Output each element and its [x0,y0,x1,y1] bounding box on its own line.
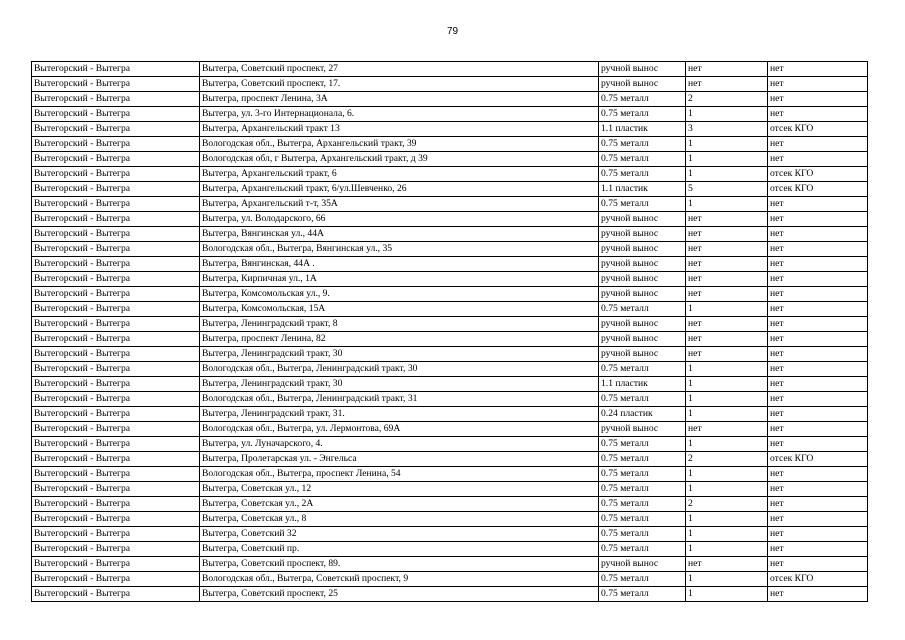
bulky-waste-cell: нет [768,362,868,377]
district-cell: Вытегорский - Вытегра [32,227,200,242]
district-cell: Вытегорский - Вытегра [32,467,200,482]
container-type-cell: ручной вынос [599,422,686,437]
bulky-waste-cell: нет [768,62,868,77]
address-cell: Вологодская обл., Вытегра, Архангельский тракт, 39 [200,137,599,152]
bulky-waste-cell: нет [768,197,868,212]
district-cell: Вытегорский - Вытегра [32,347,200,362]
container-type-cell: 1.1 пластик [599,377,686,392]
address-cell: Вытегра, Комсомольская ул., 9. [200,287,599,302]
address-cell: Вытегра, проспект Ленина, 82 [200,332,599,347]
container-type-cell: 1.1 пластик [599,182,686,197]
container-count-cell: 1 [686,197,768,212]
district-cell: Вытегорский - Вытегра [32,272,200,287]
table-row [32,482,868,497]
bulky-waste-cell: нет [768,302,868,317]
container-count-cell: 1 [686,482,768,497]
address-cell: Вытегра, Архангельский тракт, 6/ул.Шевченко, 26 [200,182,599,197]
container-type-cell: ручной вынос [599,317,686,332]
district-cell: Вытегорский - Вытегра [32,407,200,422]
bulky-waste-cell: нет [768,137,868,152]
table-row [32,257,868,272]
page-number: 79 [446,26,459,37]
table-row [32,572,868,587]
table-row [32,362,868,377]
container-count-cell: 1 [686,407,768,422]
district-cell: Вытегорский - Вытегра [32,182,200,197]
district-cell: Вытегорский - Вытегра [32,482,200,497]
table-row [32,377,868,392]
district-cell: Вытегорский - Вытегра [32,587,200,602]
container-count-cell: нет [686,287,768,302]
table-row [32,332,868,347]
container-type-cell: ручной вынос [599,287,686,302]
district-cell: Вытегорский - Вытегра [32,452,200,467]
container-type-cell: 0.75 металл [599,542,686,557]
container-count-cell: 1 [686,302,768,317]
container-count-cell: 1 [686,137,768,152]
address-cell: Вытегра, проспект Ленина, 3А [200,92,599,107]
container-count-cell: нет [686,227,768,242]
container-count-cell: нет [686,317,768,332]
container-type-cell: ручной вынос [599,332,686,347]
address-cell: Вытегра, Комсомольская, 15А [200,302,599,317]
district-cell: Вытегорский - Вытегра [32,392,200,407]
address-cell: Вытегра, Советский проспект, 27 [200,62,599,77]
district-cell: Вытегорский - Вытегра [32,92,200,107]
bulky-waste-cell: отсек КГО [768,452,868,467]
table-row [32,92,868,107]
address-cell: Вытегра, Архангельский тракт 13 [200,122,599,137]
table-row [32,227,868,242]
container-type-cell: ручной вынос [599,227,686,242]
bulky-waste-cell: нет [768,482,868,497]
address-cell: Вытегра, Советский пр. [200,542,599,557]
container-count-cell: 1 [686,527,768,542]
district-cell: Вытегорский - Вытегра [32,572,200,587]
address-cell: Вытегра, Советская ул., 2А [200,497,599,512]
bulky-waste-cell: нет [768,542,868,557]
address-cell: Вытегра, Советский проспект, 25 [200,587,599,602]
table-row [32,287,868,302]
table-row [32,167,868,182]
bulky-waste-cell: нет [768,512,868,527]
table-row [32,107,868,122]
bulky-waste-cell: отсек КГО [768,182,868,197]
table-row [32,512,868,527]
address-cell: Вытегра, ул. Луначарского, 4. [200,437,599,452]
bulky-waste-cell: нет [768,437,868,452]
table-row [32,212,868,227]
container-type-cell: 0.75 металл [599,512,686,527]
address-cell: Вологодская обл., Вытегра, Ленинградский тракт, 31 [200,392,599,407]
district-cell: Вытегорский - Вытегра [32,332,200,347]
district-cell: Вытегорский - Вытегра [32,242,200,257]
table-row [32,242,868,257]
table-row [32,122,868,137]
container-type-cell: 0.24 пластик [599,407,686,422]
district-cell: Вытегорский - Вытегра [32,167,200,182]
address-cell: Вытегра, Ленинградский тракт, 31. [200,407,599,422]
address-cell: Вытегра, Вянгинская ул., 44А [200,227,599,242]
district-cell: Вытегорский - Вытегра [32,137,200,152]
container-count-cell: нет [686,272,768,287]
bulky-waste-cell: нет [768,332,868,347]
container-type-cell: 0.75 металл [599,497,686,512]
bulky-waste-cell: нет [768,272,868,287]
table-row [32,467,868,482]
address-cell: Вытегра, ул. 3-го Интернационала, 6. [200,107,599,122]
district-cell: Вытегорский - Вытегра [32,317,200,332]
address-cell: Вытегра, Вянгинская, 44А . [200,257,599,272]
container-count-cell: нет [686,422,768,437]
bulky-waste-cell: нет [768,257,868,272]
address-cell: Вытегра, Архангельский тракт, 6 [200,167,599,182]
container-type-cell: 0.75 металл [599,587,686,602]
district-cell: Вытегорский - Вытегра [32,527,200,542]
container-type-cell: 0.75 металл [599,527,686,542]
container-type-cell: 0.75 металл [599,392,686,407]
address-cell: Вытегра, Советский 32 [200,527,599,542]
container-count-cell: 5 [686,182,768,197]
table-row [32,77,868,92]
container-count-cell: 1 [686,377,768,392]
address-cell: Вологодская обл, г Вытегра, Архангельский тракт, д 39 [200,152,599,167]
container-count-cell: 1 [686,512,768,527]
address-cell: Вологодская обл., Вытегра, проспект Ленина, 54 [200,467,599,482]
district-cell: Вытегорский - Вытегра [32,152,200,167]
bulky-waste-cell: нет [768,392,868,407]
container-count-cell: 1 [686,542,768,557]
district-cell: Вытегорский - Вытегра [32,437,200,452]
container-type-cell: ручной вынос [599,257,686,272]
container-count-cell: 1 [686,392,768,407]
container-type-cell: 0.75 металл [599,152,686,167]
table-row [32,452,868,467]
district-cell: Вытегорский - Вытегра [32,422,200,437]
address-cell: Вытегра, Ленинградский тракт, 30 [200,347,599,362]
container-count-cell: 1 [686,467,768,482]
container-type-cell: 0.75 металл [599,92,686,107]
address-cell: Вытегра, Архангельский т-т, 35А [200,197,599,212]
container-type-cell: 0.75 металл [599,452,686,467]
bulky-waste-cell: нет [768,317,868,332]
container-count-cell: нет [686,242,768,257]
district-cell: Вытегорский - Вытегра [32,362,200,377]
container-type-cell: 1.1 пластик [599,122,686,137]
table-row [32,347,868,362]
address-cell: Вологодская обл., Вытегра, Советский проспект, 9 [200,572,599,587]
container-count-cell: нет [686,257,768,272]
container-count-cell: 1 [686,152,768,167]
container-type-cell: ручной вынос [599,242,686,257]
table-row [32,557,868,572]
container-count-cell: нет [686,557,768,572]
address-cell: Вытегра, Советская ул., 8 [200,512,599,527]
table-row [32,587,868,602]
district-cell: Вытегорский - Вытегра [32,287,200,302]
container-count-cell: нет [686,212,768,227]
address-cell: Вытегра, Советский проспект, 89. [200,557,599,572]
container-count-cell: нет [686,62,768,77]
container-count-cell: 1 [686,107,768,122]
container-type-cell: ручной вынос [599,272,686,287]
address-cell: Вологодская обл., Вытегра, Ленинградский тракт, 30 [200,362,599,377]
container-type-cell: 0.75 металл [599,482,686,497]
container-count-cell: нет [686,77,768,92]
table-row [32,437,868,452]
bulky-waste-cell: нет [768,497,868,512]
container-type-cell: 0.75 металл [599,437,686,452]
table-row [32,407,868,422]
district-cell: Вытегорский - Вытегра [32,197,200,212]
address-cell: Вытегра, Советский проспект, 17. [200,77,599,92]
table-row [32,272,868,287]
container-sites-table [31,61,868,602]
address-cell: Вологодская обл., Вытегра, Вянгинская ул., 35 [200,242,599,257]
container-type-cell: 0.75 металл [599,197,686,212]
table-row [32,182,868,197]
table-row [32,62,868,77]
table-body [32,62,868,602]
container-count-cell: 1 [686,167,768,182]
district-cell: Вытегорский - Вытегра [32,77,200,92]
table-row [32,527,868,542]
district-cell: Вытегорский - Вытегра [32,497,200,512]
table-row [32,152,868,167]
address-cell: Вологодская обл., Вытегра, ул. Лермонтова, 69А [200,422,599,437]
container-type-cell: 0.75 металл [599,107,686,122]
table-row [32,197,868,212]
container-type-cell: ручной вынос [599,212,686,227]
container-count-cell: 2 [686,497,768,512]
address-cell: Вытегра, Ленинградский тракт, 30 [200,377,599,392]
table-row [32,422,868,437]
address-cell: Вытегра, Ленинградский тракт, 8 [200,317,599,332]
container-count-cell: 1 [686,362,768,377]
table-row [32,392,868,407]
bulky-waste-cell: нет [768,347,868,362]
address-cell: Вытегра, ул. Володарского, 66 [200,212,599,227]
address-cell: Вытегра, Пролетарская ул. - Энгельса [200,452,599,467]
bulky-waste-cell: нет [768,527,868,542]
container-type-cell: ручной вынос [599,62,686,77]
bulky-waste-cell: нет [768,107,868,122]
container-count-cell: 3 [686,122,768,137]
container-type-cell: ручной вынос [599,557,686,572]
bulky-waste-cell: нет [768,152,868,167]
district-cell: Вытегорский - Вытегра [32,302,200,317]
district-cell: Вытегорский - Вытегра [32,257,200,272]
bulky-waste-cell: нет [768,212,868,227]
container-type-cell: 0.75 металл [599,362,686,377]
container-count-cell: 1 [686,587,768,602]
district-cell: Вытегорский - Вытегра [32,557,200,572]
container-count-cell: 1 [686,437,768,452]
container-type-cell: 0.75 металл [599,167,686,182]
district-cell: Вытегорский - Вытегра [32,512,200,527]
bulky-waste-cell: нет [768,587,868,602]
bulky-waste-cell: нет [768,287,868,302]
bulky-waste-cell: нет [768,242,868,257]
address-cell: Вытегра, Кирпичная ул., 1А [200,272,599,287]
bulky-waste-cell: нет [768,422,868,437]
district-cell: Вытегорский - Вытегра [32,377,200,392]
table-row [32,137,868,152]
bulky-waste-cell: отсек КГО [768,167,868,182]
container-count-cell: 1 [686,572,768,587]
district-cell: Вытегорский - Вытегра [32,212,200,227]
container-type-cell: 0.75 металл [599,302,686,317]
container-count-cell: 2 [686,452,768,467]
bulky-waste-cell: нет [768,467,868,482]
container-count-cell: 2 [686,92,768,107]
district-cell: Вытегорский - Вытегра [32,122,200,137]
district-cell: Вытегорский - Вытегра [32,107,200,122]
bulky-waste-cell: нет [768,407,868,422]
container-type-cell: 0.75 металл [599,572,686,587]
bulky-waste-cell: нет [768,377,868,392]
bulky-waste-cell: отсек КГО [768,572,868,587]
bulky-waste-cell: нет [768,77,868,92]
table-row [32,497,868,512]
container-count-cell: нет [686,332,768,347]
container-count-cell: нет [686,347,768,362]
container-type-cell: 0.75 металл [599,137,686,152]
bulky-waste-cell: отсек КГО [768,122,868,137]
container-type-cell: ручной вынос [599,347,686,362]
bulky-waste-cell: нет [768,92,868,107]
table-row [32,317,868,332]
table-row [32,542,868,557]
bulky-waste-cell: нет [768,227,868,242]
district-cell: Вытегорский - Вытегра [32,62,200,77]
address-cell: Вытегра, Советская ул., 12 [200,482,599,497]
district-cell: Вытегорский - Вытегра [32,542,200,557]
bulky-waste-cell: нет [768,557,868,572]
table-row [32,302,868,317]
container-type-cell: ручной вынос [599,77,686,92]
container-type-cell: 0.75 металл [599,467,686,482]
